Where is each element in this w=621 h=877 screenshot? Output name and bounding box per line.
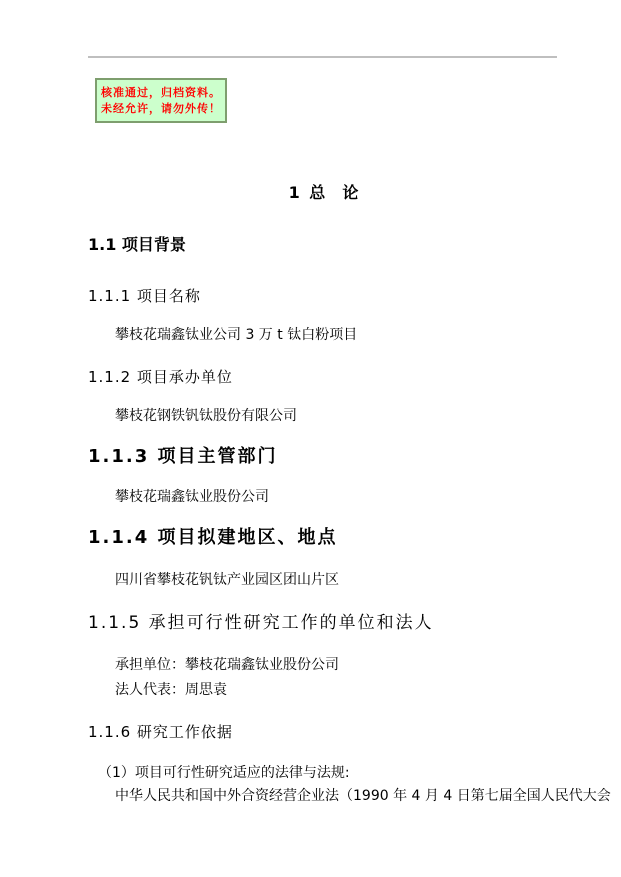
paragraph-location: 四川省攀枝花钒钛产业园区团山片区 — [115, 572, 339, 588]
section-heading-1-1-3: 1.1.3 项目主管部门 — [88, 446, 278, 467]
section-heading-1-1-1: 1.1.1 项目名称 — [88, 287, 201, 305]
stamp-line-1: 核准通过，归档资料。 — [101, 86, 221, 99]
chapter-title: 1 总 论 — [288, 183, 361, 202]
section-heading-1-1-6: 1.1.6 研究工作依据 — [88, 723, 233, 741]
paragraph-legal-rep: 法人代表：周思袁 — [115, 682, 227, 698]
section-heading-1-1-4: 1.1.4 项目拟建地区、地点 — [88, 527, 338, 548]
paragraph-project-name: 攀枝花瑞鑫钛业公司 3 万 t 钛白粉项目 — [115, 327, 358, 343]
approval-stamp — [95, 78, 227, 123]
section-heading-1-1: 1.1 项目背景 — [88, 235, 186, 254]
paragraph-legal-basis-intro: （1）项目可行性研究适应的法律与法规: — [98, 765, 350, 781]
document-content — [88, 183, 611, 805]
paragraph-legal-basis-law: 中华人民共和国中外合资经营企业法（1990 年 4 月 4 日第七届全国人民代大会 — [115, 788, 611, 804]
section-heading-1-1-2: 1.1.2 项目承办单位 — [88, 368, 233, 386]
paragraph-supervisor: 攀枝花瑞鑫钛业股份公司 — [115, 489, 269, 505]
header-divider — [88, 56, 557, 58]
paragraph-undertaker: 攀枝花钢铁钒钛股份有限公司 — [115, 408, 297, 424]
paragraph-study-unit: 承担单位：攀枝花瑞鑫钛业股份公司 — [115, 657, 339, 673]
section-heading-1-1-5: 1.1.5 承担可行性研究工作的单位和法人 — [88, 613, 434, 633]
stamp-line-2: 未经允许，请勿外传！ — [101, 102, 221, 115]
